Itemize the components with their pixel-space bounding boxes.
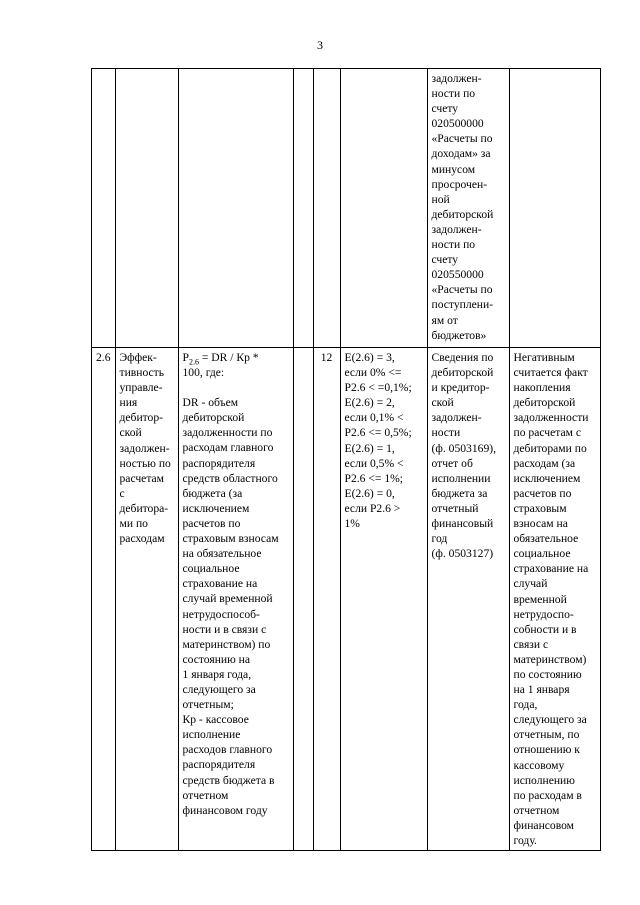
cell-weight xyxy=(313,69,340,348)
cell-criteria: E(2.6) = 3, если 0% <= P2.6 < =0,1%; E(2.6) = 2, если 0,1% < P2.6 <= 0,5%; E(2.6) = 1, если 0,5% < P2.6 <= 1%; E(2.6) = 0, если P2.6 > 1% xyxy=(340,348,427,851)
cell-number xyxy=(92,69,116,348)
formula-description: DR - объем дебиторской задолженности по расходам главного распорядителя средств областного бюджета (за исключением расчетов по страховым взносам на обязательное социальное страхование на случай временной нетрудоспособ- ности и в связи с материнством) по состоянию на 1 января года, следующего за отчетным; Кр - кассовое исполнение расходов главного распорядителя средств бюджета в отчетном финансовом году xyxy=(182,396,279,817)
table-row-2-6 xyxy=(92,348,601,851)
table-row-continuation xyxy=(92,69,601,348)
formula-head xyxy=(183,350,289,380)
cell-comment: Негативным считается факт накопления дебиторской задолженности по расчетам с дебиторами по расходам (за исключением расчетов по страховым взносам на обязательное социальное страхование на случай временной нетрудоспо- собности и в связи с материнством) по состоянию на 1 января года, следующего за отчетным, по отношению к кассовому исполнению по расходам в отчетном финансовом году. xyxy=(509,348,600,851)
cell-indicator-name xyxy=(115,69,178,348)
cell-formula xyxy=(178,348,293,851)
cell-number: 2.6 xyxy=(92,348,116,851)
cell-weight: 12 xyxy=(313,348,340,851)
cell-source: задолжен- ности по счету 020500000 «Расчеты по доходам» за минусом просрочен- ной дебиторской задолжен- ности по счету 020550000 «Расчеты по поступлени- ям от бюджетов» xyxy=(427,69,509,348)
indicators-table xyxy=(91,68,601,851)
cell-indicator-name: Эффек- тивность управле- ния дебитор- ской задолжен- ностью по расчетам с дебитора- ми по расходам xyxy=(115,348,178,851)
cell-criteria xyxy=(340,69,427,348)
formula-symbol: P xyxy=(182,351,189,364)
formula-subscript: 2.6 xyxy=(188,357,199,367)
cell-source: Сведения по дебиторской и кредитор- ской задолжен- ности (ф. 0503169), отчет об исполнении бюджета за отчетный финансовый год (ф. 0503127) xyxy=(427,348,509,851)
cell-comment xyxy=(509,69,600,348)
cell-formula xyxy=(178,69,293,348)
cell-empty xyxy=(293,69,313,348)
formula-expression: = DR / Кр * 100, где: xyxy=(182,351,259,380)
page-number: 3 xyxy=(317,38,323,52)
cell-empty xyxy=(293,348,313,851)
